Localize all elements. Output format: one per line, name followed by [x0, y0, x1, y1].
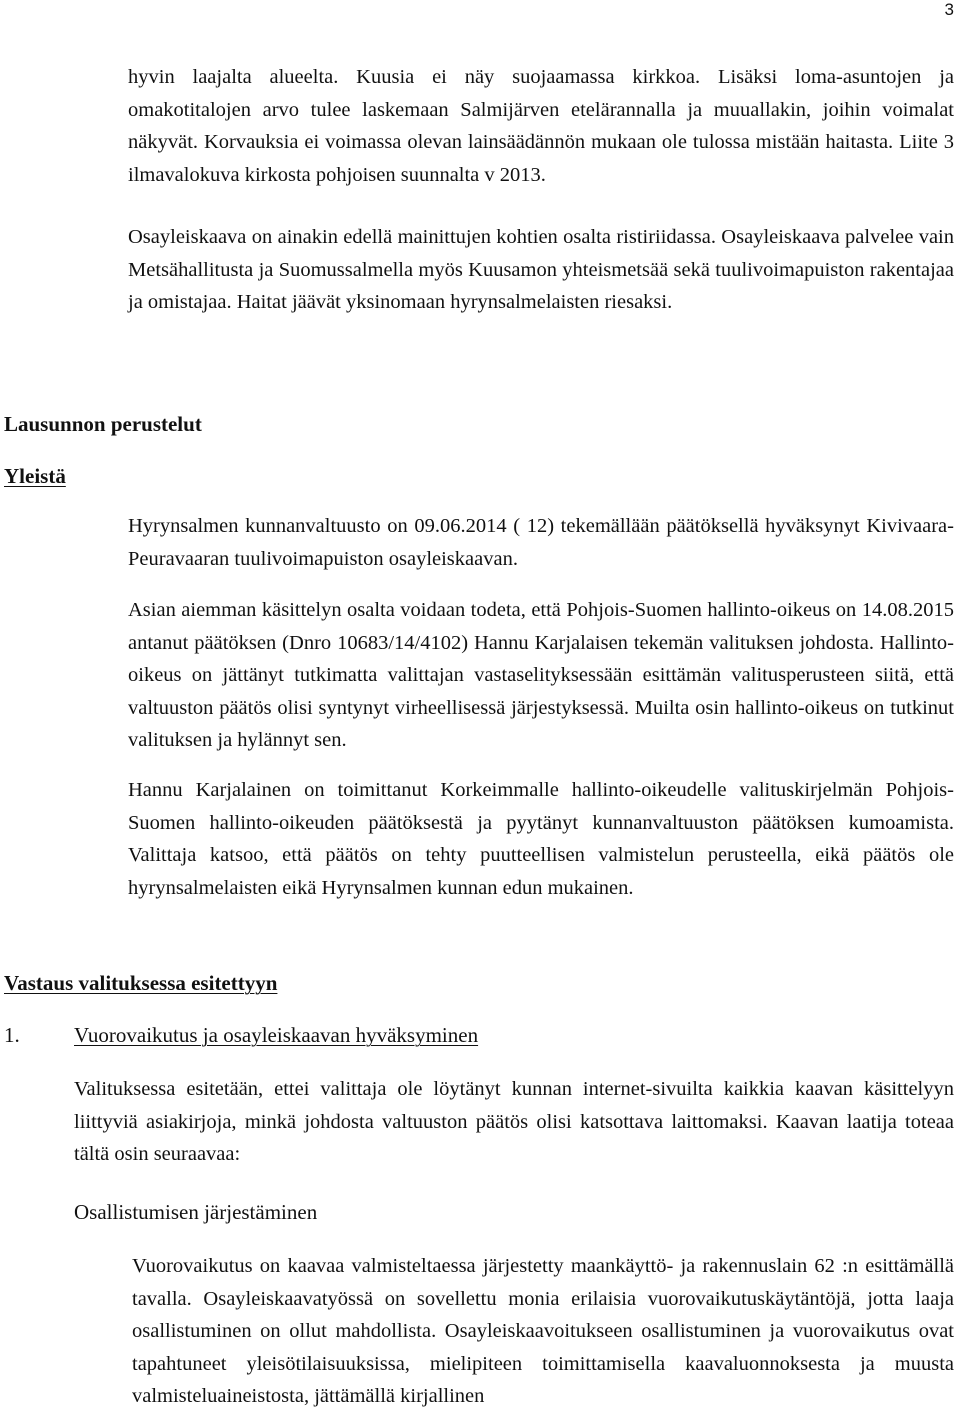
heading-yleista: Yleistä [4, 464, 66, 488]
paragraph-appeal-claims: Valituksessa esitetään, ettei valittaja ole löytänyt kunnan internet-sivuilta kaikkia kaavan käsittelyyn liittyviä asiakirjoja, minkä johdosta valtuuston päätös olisi katsottava laittomaksi. Kaavan laatija toteaa tältä osin seuraavaa: [74, 1078, 954, 1165]
paragraph-conflict-statement: Osayleiskaava on ainakin edellä mainittujen kohtien osalta ristiriidassa. Osayleiskaava palvelee vain Metsähallitusta ja Suomussalmella myös Kuusamon yhteismetsää sekä tuulivoimapuiston rakentajaa ja omistajaa. Haitat jäävät yksinomaan hyrynsalmelaisten riesaksi. [128, 226, 954, 313]
numbered-section-heading [4, 1021, 478, 1049]
paragraph-council-decision: Hyrynsalmen kunnanvaltuusto on 09.06.2014 ( 12) tekemällään päätöksellä hyväksynyt Kivivaara-Peuravaaran tuulivoimapuiston osayleiskaavan. [128, 515, 954, 570]
section-title: Vuorovaikutus ja osayleiskaavan hyväksyminen [74, 1023, 479, 1047]
section-number: 1. [4, 1023, 20, 1047]
heading-osallistumisen-jarjestaminen: Osallistumisen järjestäminen [74, 1200, 318, 1224]
heading-lausunnon-perustelut: Lausunnon perustelut [4, 412, 202, 436]
paragraph-interaction-description: Vuorovaikutus on kaavaa valmisteltaessa järjestetty maankäyttö- ja rakennuslain 62 :n esittämällä tavalla. Osayleiskaavatyössä on sovellettu monia erilaisia vuorovaikutuskäytäntöjä, jotta laaja osallistuminen on ollut mahdollista. Osayleiskaavoitukseen osallistuminen ja vuorovaikutus ovat tapahtuneet yleisötilaisuuksissa, mielipiteen toimittamisella kaavaluonnoksesta ja muusta valmisteluaineistosta, jättämällä kirjallinen [132, 1255, 954, 1407]
paragraph-administrative-court: Asian aiemman käsittelyn osalta voidaan todeta, että Pohjois-Suomen hallinto-oikeus on 14.08.2015 antanut päätöksen (Dnro 10683/14/4102) Hannu Karjalaisen tekemän valituksen johdosta. Hallinto-oikeus on jättänyt tutkimatta valittajan vastaselityksessään esittämän valitusperusteen siitä, että valtuuston päätös olisi syntynyt virheellisessä järjestyksessä. Muilta osin hallinto-oikeus on tutkinut valituksen ja hylännyt sen. [128, 599, 954, 751]
page-number: 3 [944, 0, 954, 19]
heading-vastaus: Vastaus valituksessa esitettyyn [4, 971, 278, 995]
paragraph-intro-continuation: hyvin laajalta alueelta. Kuusia ei näy suojaamassa kirkkoa. Lisäksi loma-asuntojen ja omakotitalojen arvo tulee laskemaan Salmijärven etelärannalla ja muuallakin, joihin voimalat näkyvät. Korvauksia ei voimassa olevan lainsäädännön mukaan ole tulossa mistään haitasta. Liite 3 ilmavalokuva kirkosta pohjoisen suunnalta v 2013. [128, 66, 954, 186]
paragraph-appeal-submitted: Hannu Karjalainen on toimittanut Korkeimmalle hallinto-oikeudelle valituskirjelmän Pohjois-Suomen hallinto-oikeuden päätöksestä ja pyytänyt kunnanvaltuuston päätöksen kumoamista. Valittaja katsoo, että päätös on tehty puutteellisen valmistelun perusteella, eikä päätös ole hyrynsalmelaisten eikä Hyrynsalmen kunnan edun mukainen. [128, 779, 954, 899]
